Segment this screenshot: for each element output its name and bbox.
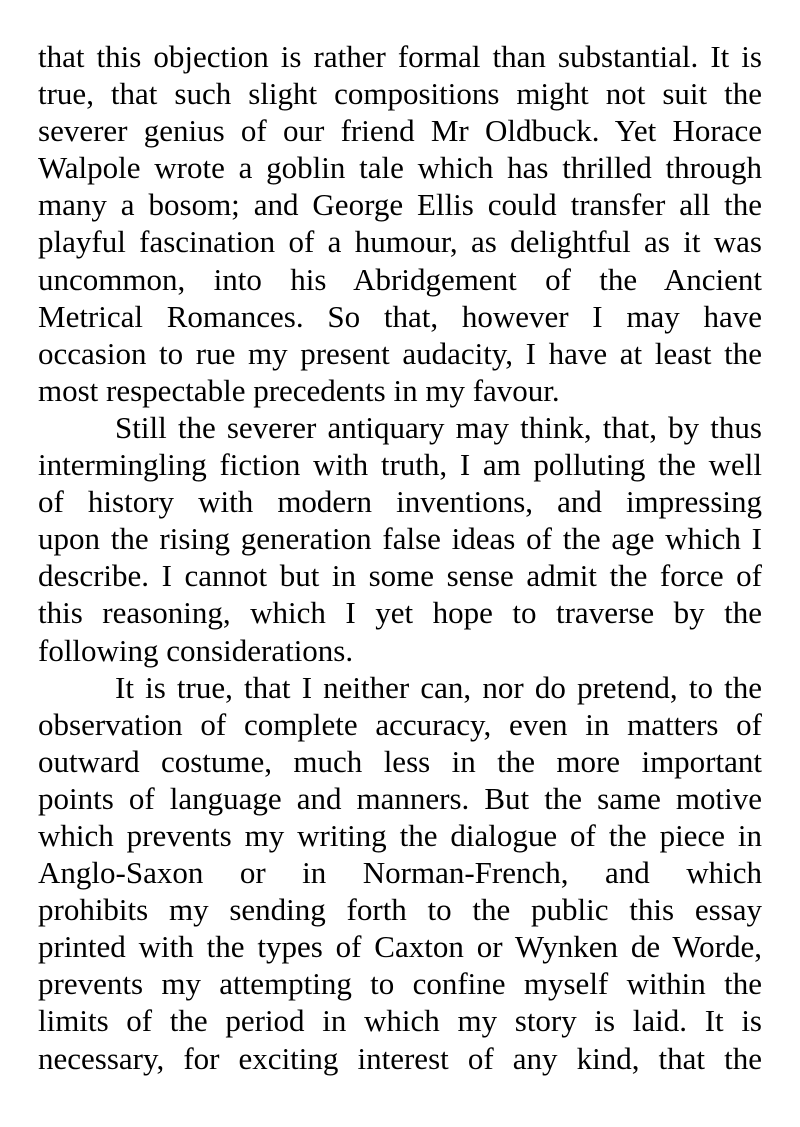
text-line: following considerations. [38, 632, 354, 668]
text-line: this reasoning, which I yet hope to traverse by the [38, 595, 762, 631]
paragraph [38, 409, 762, 669]
text-line: points of language and manners. But the same motive [38, 780, 762, 816]
text-line: which prevents my writing the dialogue of the piece in [38, 817, 762, 853]
text-line: most respectable precedents in my favour. [38, 372, 560, 408]
text-line: printed with the types of Caxton or Wynken de Worde, [38, 929, 762, 965]
text-line: necessary, for exciting interest of any kind, that the [38, 1040, 762, 1076]
text-line: prevents my attempting to confine myself within the [38, 966, 762, 1002]
paragraph [38, 38, 762, 409]
text-line: upon the rising generation false ideas of the age which I [38, 521, 762, 557]
text-line: Anglo-Saxon or in Norman-French, and which [38, 855, 762, 891]
text-line: Metrical Romances. So that, however I may have [38, 298, 762, 334]
text-line: prohibits my sending forth to the public this essay [38, 892, 762, 928]
text-line: It is true, that I neither can, nor do pretend, to the [115, 669, 762, 705]
text-line: playful fascination of a humour, as delightful as it was [38, 224, 762, 260]
text-line: describe. I cannot but in some sense admit the force of [38, 558, 762, 594]
paragraph [38, 669, 762, 1077]
text-line: limits of the period in which my story is laid. It is [38, 1003, 762, 1039]
document-page [38, 38, 762, 1077]
text-line: of history with modern inventions, and impressing [38, 484, 762, 520]
text-line: occasion to rue my present audacity, I have at least the [38, 335, 762, 371]
text-line: that this objection is rather formal than substantial. It is [38, 39, 762, 74]
text-line: severer genius of our friend Mr Oldbuck. Yet Horace [38, 113, 762, 149]
text-line: uncommon, into his Abridgement of the Ancient [38, 261, 762, 297]
text-line: many a bosom; and George Ellis could transfer all the [38, 187, 762, 223]
text-line: intermingling fiction with truth, I am polluting the well [38, 447, 762, 483]
text-line: Still the severer antiquary may think, that, by thus [115, 409, 762, 445]
text-line: true, that such slight compositions might not suit the [38, 76, 762, 112]
text-line: outward costume, much less in the more important [38, 743, 762, 779]
text-line: Walpole wrote a goblin tale which has thrilled through [38, 150, 762, 186]
text-line: observation of complete accuracy, even in matters of [38, 706, 762, 742]
